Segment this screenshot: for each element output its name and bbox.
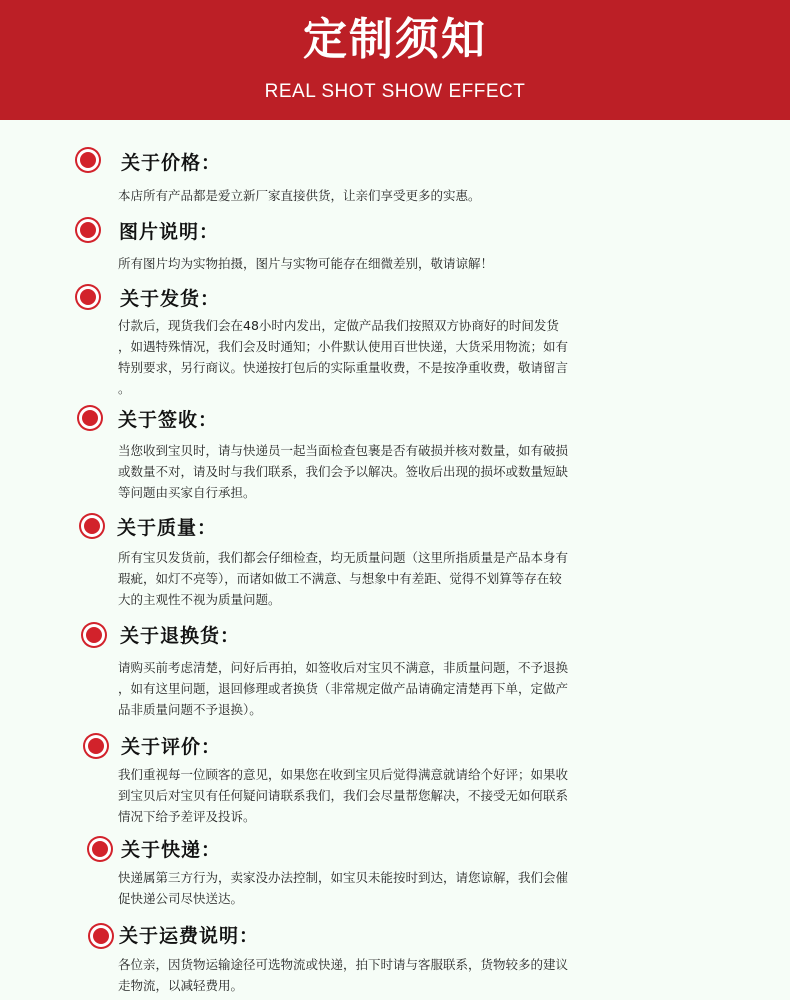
body-line: 走物流，以减轻费用。 bbox=[118, 978, 244, 993]
section-heading: 关于评价： bbox=[121, 736, 222, 758]
body-line: 付款后，现货我们会在48小时内发出，定做产品我们按照双方协商好的时间发货 bbox=[118, 318, 559, 333]
bullet-icon bbox=[82, 410, 98, 426]
section-body bbox=[118, 253, 638, 274]
bullet-icon bbox=[92, 841, 108, 857]
section-heading: 图片说明： bbox=[119, 221, 220, 243]
body-line: 大的主观性不视为质量问题。 bbox=[118, 592, 281, 607]
body-line: 瑕疵，如灯不亮等），而诸如做工不满意、与想象中有差距、觉得不划算等存在较 bbox=[118, 571, 562, 586]
bullet-icon bbox=[80, 222, 96, 238]
section-body bbox=[118, 954, 638, 996]
section-heading: 关于退换货： bbox=[120, 625, 241, 647]
page-title: 定制须知 bbox=[303, 14, 487, 65]
section-body bbox=[118, 867, 638, 909]
body-line: 情况下给予差评及投诉。 bbox=[118, 809, 256, 824]
section-body bbox=[118, 657, 638, 720]
section-body bbox=[118, 315, 638, 399]
body-line: 当您收到宝贝时，请与快递员一起当面检查包裹是否有破损并核对数量，如有破损 bbox=[118, 443, 569, 458]
body-line: ，如有这里问题，退回修理或者换货（非常规定做产品请确定清楚再下单，定做产 bbox=[118, 681, 569, 696]
bullet-icon bbox=[88, 738, 104, 754]
section-body bbox=[118, 185, 638, 206]
body-line: 各位亲，因货物运输途径可选物流或快递，拍下时请与客服联系，货物较多的建议 bbox=[118, 957, 569, 972]
section-body bbox=[118, 764, 638, 827]
bullet-icon bbox=[93, 928, 109, 944]
body-line: 特别要求，另行商议。快递按打包后的实际重量收费，不是按净重收费，敬请留言 bbox=[118, 360, 569, 375]
body-line: 所有图片均为实物拍摄，图片与实物可能存在细微差别，敬请谅解！ bbox=[118, 256, 494, 271]
section-heading: 关于质量： bbox=[117, 517, 218, 539]
body-line: ，如遇特殊情况，我们会及时通知；小件默认使用百世快递，大货采用物流；如有 bbox=[118, 339, 569, 354]
body-line: 促快递公司尽快送达。 bbox=[118, 891, 244, 906]
body-line: 请购买前考虑清楚，问好后再拍，如签收后对宝贝不满意，非质量问题，不予退换 bbox=[118, 660, 569, 675]
header-banner bbox=[0, 0, 790, 120]
body-line: 本店所有产品都是爱立新厂家直接供货，让亲们享受更多的实惠。 bbox=[118, 188, 481, 203]
body-line: 快递属第三方行为，卖家没办法控制，如宝贝未能按时到达，请您谅解，我们会催 bbox=[118, 870, 569, 885]
body-line: 等问题由买家自行承担。 bbox=[118, 485, 256, 500]
section-body bbox=[118, 547, 638, 610]
section-heading: 关于价格： bbox=[121, 152, 222, 174]
section-heading: 关于快递： bbox=[121, 839, 222, 861]
page-subtitle: REAL SHOT SHOW EFFECT bbox=[264, 81, 526, 102]
body-line: 品非质量问题不予退换）。 bbox=[118, 702, 262, 717]
bullet-icon bbox=[84, 518, 100, 534]
section-heading: 关于发货： bbox=[120, 288, 221, 310]
body-line: 所有宝贝发货前，我们都会仔细检查，均无质量问题（这里所指质量是产品本身有 bbox=[118, 550, 569, 565]
body-line: 。 bbox=[118, 381, 131, 396]
section-heading: 关于签收： bbox=[118, 409, 219, 431]
section-body bbox=[118, 440, 638, 503]
bullet-icon bbox=[80, 289, 96, 305]
body-line: 我们重视每一位顾客的意见，如果您在收到宝贝后觉得满意就请给个好评；如果收 bbox=[118, 767, 569, 782]
section-heading: 关于运费说明： bbox=[119, 925, 260, 947]
body-line: 到宝贝后对宝贝有任何疑问请联系我们，我们会尽量帮您解决，不接受无如何联系 bbox=[118, 788, 569, 803]
bullet-icon bbox=[80, 152, 96, 168]
bullet-icon bbox=[86, 627, 102, 643]
body-line: 或数量不对，请及时与我们联系，我们会予以解决。签收后出现的损坏或数量短缺 bbox=[118, 464, 569, 479]
